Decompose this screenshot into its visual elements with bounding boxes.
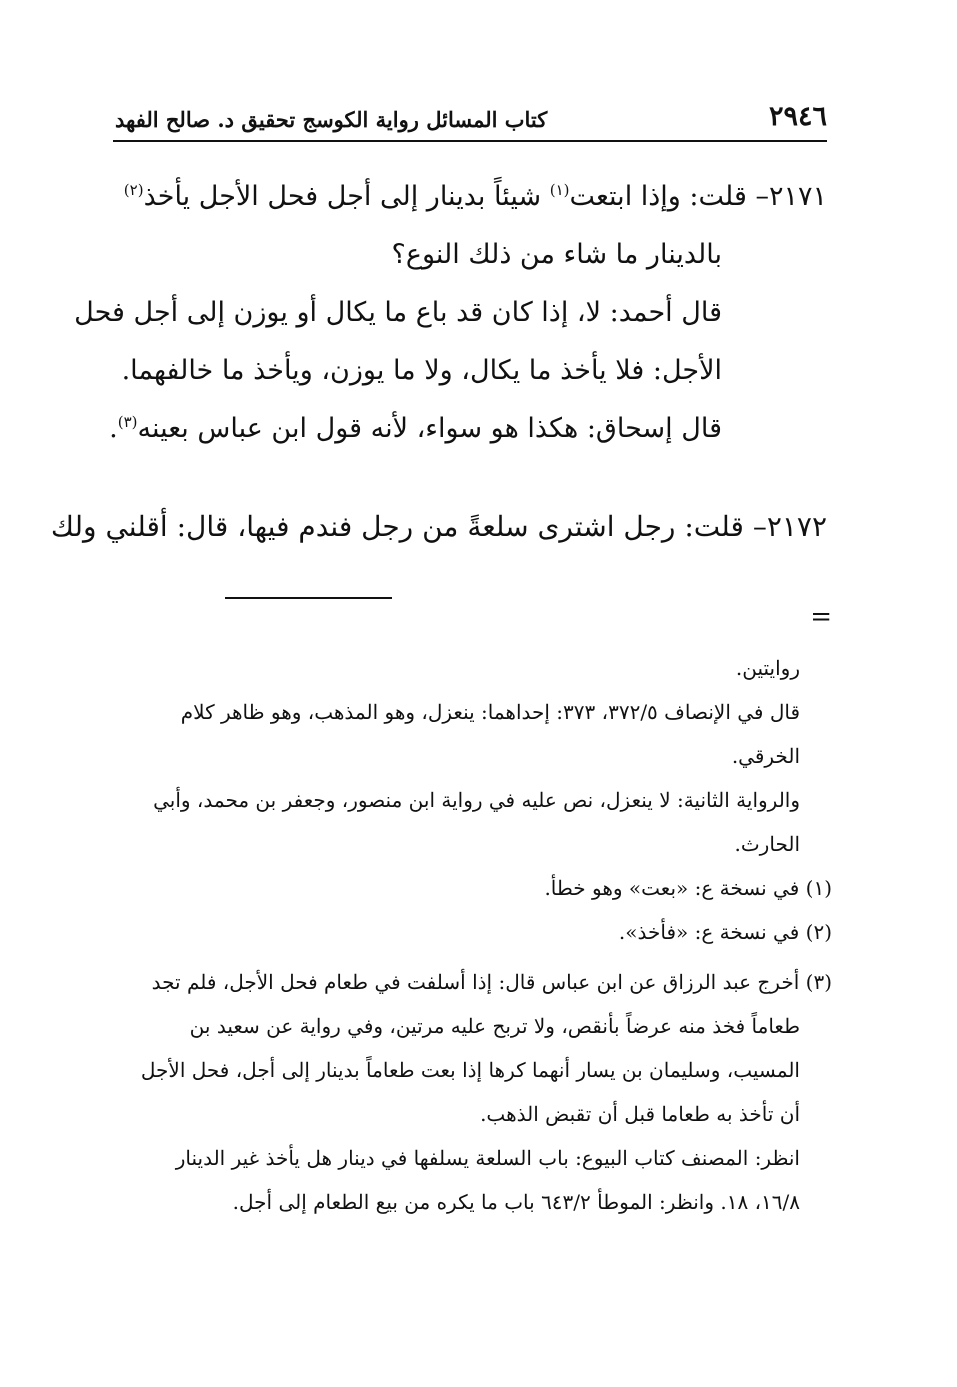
footnote-line: الحارث. [734, 832, 800, 856]
footnote-2: (٢) في نسخة ع: «فأخذ». [618, 920, 832, 944]
text-segment: . [109, 413, 118, 444]
footnote-ref-3: (٣) [117, 413, 138, 431]
footnote-3-line-3: المسيب، وسليمان بن يسار أنهما كرها إذا بعت طعاماً بدينار إلى أجل، فحل الأجل [140, 1058, 800, 1082]
issue-number: ٢١٧١– [755, 181, 827, 212]
footnote-ref-2: (٢) [123, 181, 144, 199]
page-header [115, 92, 827, 132]
issue-2171-line-3: قال أحمد: لا، إذا كان قد باع ما يكال أو يوزن إلى أجل فحل [74, 297, 722, 328]
text-segment: شيئاً بدينار إلى أجل فحل الأجل يأخذ [143, 181, 550, 212]
issue-2172 [50, 498, 827, 556]
footnote-line: والرواية الثانية: لا ينعزل، نص عليه في رواية ابن منصور، وجعفر بن محمد، وأبي [153, 788, 800, 812]
text-segment: قلت: وإذا ابتعت [569, 181, 747, 212]
header-rule [113, 140, 827, 142]
issue-2171-line-5 [109, 400, 722, 458]
footnotes [115, 646, 832, 1224]
page-number: ٢٩٤٦ [768, 101, 827, 132]
issue-2172-line-1 [50, 498, 827, 556]
running-title: كتاب المسائل رواية الكوسج تحقيق د. صالح الفهد [115, 107, 548, 132]
footnote-3-line-4: أن تأخذ به طعاما قبل أن تقبض الذهب. [480, 1102, 800, 1126]
text-segment: قال إسحاق: هكذا هو سواء، لأنه قول ابن عباس بعينه [137, 413, 722, 444]
footnote-3-line-6: ١٦/٨، ١٨. وانظر: الموطأ ٦٤٣/٢ باب ما يكره من بيع الطعام إلى أجل. [232, 1190, 800, 1214]
footnote-line: قال في الإنصاف ٣٧٢/٥، ٣٧٣: إحداهما: ينعزل، وهو المذهب، وهو ظاهر كلام [180, 700, 800, 724]
issue-2171-line-1 [115, 168, 827, 226]
footnote-continuation-mark: = [810, 602, 832, 632]
footnote-3-line-5: انظر: المصنف كتاب البيوع: باب السلعة يسلفها في دينار هل يأخذ غير الدينار [175, 1146, 800, 1170]
footnote-line: الخرقي. [731, 744, 800, 768]
issue-2171 [74, 168, 827, 458]
footnote-line: روايتين. [735, 656, 800, 680]
footnote-1: (١) في نسخة ع: «بعت» وهو خطأ. [544, 876, 832, 900]
text-segment: قلت: رجل اشترى سلعةً من رجل فندم فيها، قال: أقلني ولك [50, 510, 744, 543]
issue-2171-line-2: بالدينار ما شاء من ذلك النوع؟ [391, 239, 722, 270]
issue-number: ٢١٧٢– [752, 510, 827, 543]
footnote-3-line-1: (٣) أخرج عبد الرزاق عن ابن عباس قال: إذا أسلفت في طعام فحل الأجل، فلم تجد [151, 970, 832, 994]
footnote-3-line-2: طعاماً فخذ منه عرضاً بأنقص، ولا تربح عليه مرتين، وفي رواية عن سعيد بن [189, 1014, 800, 1038]
issue-2171-line-4: الأجل: فلا يأخذ ما يكال، ولا ما يوزن، ويأخذ ما خالفهما. [121, 355, 722, 386]
footnote-separator [225, 597, 392, 599]
footnote-ref-1: (١) [549, 181, 570, 199]
